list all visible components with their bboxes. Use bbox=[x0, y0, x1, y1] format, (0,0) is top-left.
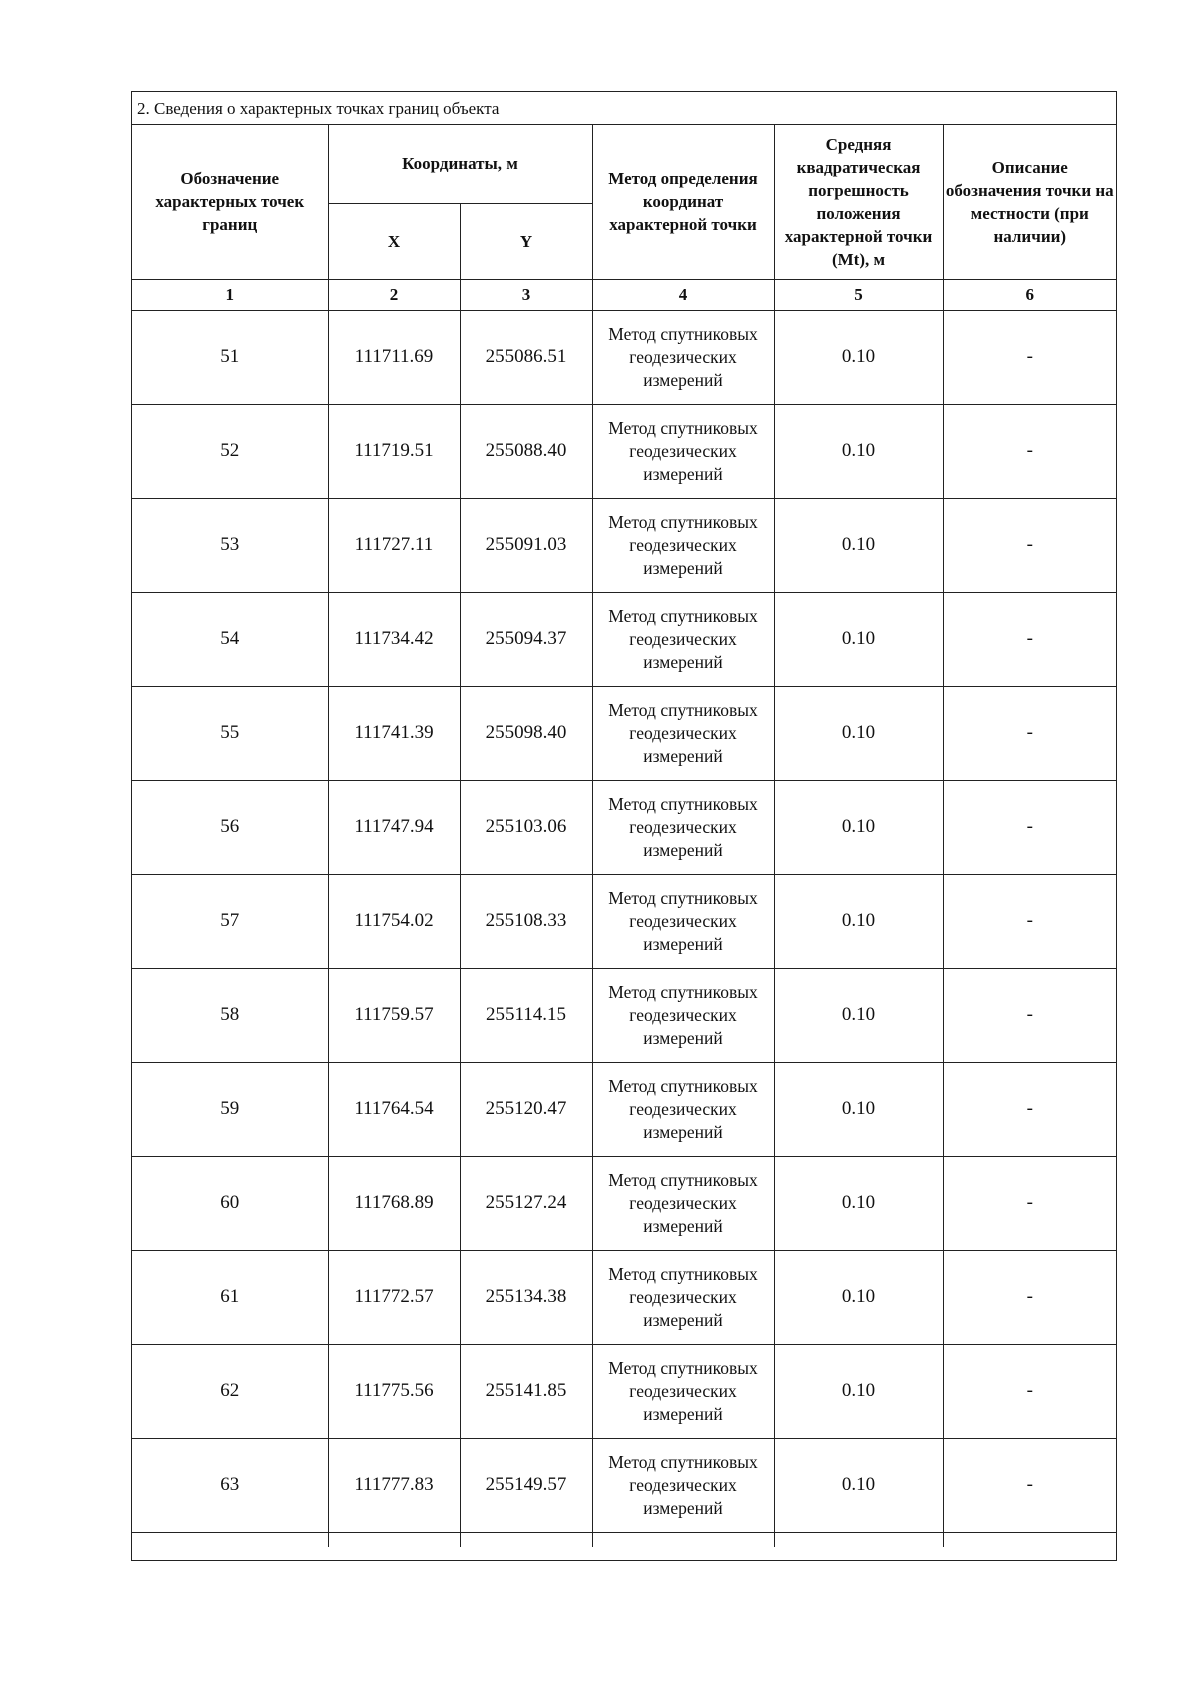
method-cell: Метод спутниковых геодезических измерений bbox=[592, 310, 774, 404]
column-number: 3 bbox=[460, 279, 592, 310]
error-cell: 0.10 bbox=[774, 404, 943, 498]
x-coordinate-cell: 111754.02 bbox=[328, 874, 460, 968]
error-cell: 0.10 bbox=[774, 780, 943, 874]
error-cell: 0.10 bbox=[774, 1156, 943, 1250]
column-number: 1 bbox=[132, 279, 328, 310]
table-row bbox=[132, 404, 1116, 498]
point-cell: 59 bbox=[132, 1062, 328, 1156]
method-cell: Метод спутниковых геодезических измерений bbox=[592, 1156, 774, 1250]
y-coordinate-cell: 255086.51 bbox=[460, 310, 592, 404]
error-cell: 0.10 bbox=[774, 686, 943, 780]
table-row bbox=[132, 1156, 1116, 1250]
y-coordinate-cell: 255091.03 bbox=[460, 498, 592, 592]
point-cell: 55 bbox=[132, 686, 328, 780]
x-coordinate-cell: 111741.39 bbox=[328, 686, 460, 780]
description-cell: - bbox=[943, 686, 1116, 780]
point-cell: 61 bbox=[132, 1250, 328, 1344]
table-row bbox=[132, 780, 1116, 874]
description-cell: - bbox=[943, 1344, 1116, 1438]
method-cell: Метод спутниковых геодезических измерений bbox=[592, 404, 774, 498]
empty-row bbox=[132, 1532, 1116, 1547]
description-cell: - bbox=[943, 1156, 1116, 1250]
table-row bbox=[132, 310, 1116, 404]
header-error: Средняя квадратическая погрешность положения характерной точки (Mt), м bbox=[774, 125, 943, 279]
error-cell: 0.10 bbox=[774, 1344, 943, 1438]
y-coordinate-cell: 255114.15 bbox=[460, 968, 592, 1062]
table-row bbox=[132, 874, 1116, 968]
method-cell: Метод спутниковых геодезических измерений bbox=[592, 1062, 774, 1156]
x-coordinate-cell: 111711.69 bbox=[328, 310, 460, 404]
table-row bbox=[132, 1344, 1116, 1438]
y-coordinate-cell: 255120.47 bbox=[460, 1062, 592, 1156]
method-cell: Метод спутниковых геодезических измерений bbox=[592, 874, 774, 968]
table-row bbox=[132, 592, 1116, 686]
error-cell: 0.10 bbox=[774, 498, 943, 592]
point-cell: 58 bbox=[132, 968, 328, 1062]
error-cell: 0.10 bbox=[774, 592, 943, 686]
table-row bbox=[132, 498, 1116, 592]
table-row bbox=[132, 686, 1116, 780]
method-cell: Метод спутниковых геодезических измерений bbox=[592, 968, 774, 1062]
x-coordinate-cell: 111734.42 bbox=[328, 592, 460, 686]
empty-cell bbox=[774, 1532, 943, 1547]
description-cell: - bbox=[943, 1250, 1116, 1344]
point-cell: 56 bbox=[132, 780, 328, 874]
boundary-points-table bbox=[132, 125, 1116, 1547]
error-cell: 0.10 bbox=[774, 1250, 943, 1344]
x-coordinate-cell: 111772.57 bbox=[328, 1250, 460, 1344]
point-cell: 51 bbox=[132, 310, 328, 404]
y-coordinate-cell: 255094.37 bbox=[460, 592, 592, 686]
method-cell: Метод спутниковых геодезических измерений bbox=[592, 1438, 774, 1532]
column-number: 2 bbox=[328, 279, 460, 310]
error-cell: 0.10 bbox=[774, 874, 943, 968]
x-coordinate-cell: 111768.89 bbox=[328, 1156, 460, 1250]
method-cell: Метод спутниковых геодезических измерений bbox=[592, 780, 774, 874]
point-cell: 52 bbox=[132, 404, 328, 498]
header-designation: Обозначение характерных точек границ bbox=[132, 125, 328, 279]
column-number: 6 bbox=[943, 279, 1116, 310]
x-coordinate-cell: 111764.54 bbox=[328, 1062, 460, 1156]
column-number: 5 bbox=[774, 279, 943, 310]
empty-cell bbox=[460, 1532, 592, 1547]
table-row bbox=[132, 968, 1116, 1062]
point-cell: 62 bbox=[132, 1344, 328, 1438]
method-cell: Метод спутниковых геодезических измерений bbox=[592, 498, 774, 592]
y-coordinate-cell: 255098.40 bbox=[460, 686, 592, 780]
description-cell: - bbox=[943, 1438, 1116, 1532]
description-cell: - bbox=[943, 404, 1116, 498]
x-coordinate-cell: 111727.11 bbox=[328, 498, 460, 592]
description-cell: - bbox=[943, 1062, 1116, 1156]
method-cell: Метод спутниковых геодезических измерений bbox=[592, 1344, 774, 1438]
header-x: X bbox=[328, 203, 460, 279]
point-cell: 63 bbox=[132, 1438, 328, 1532]
header-coordinates: Координаты, м bbox=[328, 125, 592, 203]
y-coordinate-cell: 255141.85 bbox=[460, 1344, 592, 1438]
x-coordinate-cell: 111775.56 bbox=[328, 1344, 460, 1438]
y-coordinate-cell: 255088.40 bbox=[460, 404, 592, 498]
point-cell: 60 bbox=[132, 1156, 328, 1250]
y-coordinate-cell: 255134.38 bbox=[460, 1250, 592, 1344]
error-cell: 0.10 bbox=[774, 310, 943, 404]
header-description: Описание обозначения точки на местности (при наличии) bbox=[943, 125, 1116, 279]
header-method: Метод определения координат характерной точки bbox=[592, 125, 774, 279]
method-cell: Метод спутниковых геодезических измерений bbox=[592, 686, 774, 780]
description-cell: - bbox=[943, 310, 1116, 404]
x-coordinate-cell: 111777.83 bbox=[328, 1438, 460, 1532]
point-cell: 53 bbox=[132, 498, 328, 592]
y-coordinate-cell: 255127.24 bbox=[460, 1156, 592, 1250]
table-row bbox=[132, 1438, 1116, 1532]
y-coordinate-cell: 255149.57 bbox=[460, 1438, 592, 1532]
y-coordinate-cell: 255108.33 bbox=[460, 874, 592, 968]
error-cell: 0.10 bbox=[774, 1438, 943, 1532]
table-row bbox=[132, 1062, 1116, 1156]
header-y: Y bbox=[460, 203, 592, 279]
empty-cell bbox=[328, 1532, 460, 1547]
description-cell: - bbox=[943, 592, 1116, 686]
description-cell: - bbox=[943, 498, 1116, 592]
empty-cell bbox=[592, 1532, 774, 1547]
description-cell: - bbox=[943, 780, 1116, 874]
empty-cell bbox=[132, 1532, 328, 1547]
x-coordinate-cell: 111759.57 bbox=[328, 968, 460, 1062]
table-row bbox=[132, 1250, 1116, 1344]
point-cell: 54 bbox=[132, 592, 328, 686]
boundary-points-sheet bbox=[131, 91, 1117, 1561]
y-coordinate-cell: 255103.06 bbox=[460, 780, 592, 874]
description-cell: - bbox=[943, 968, 1116, 1062]
x-coordinate-cell: 111719.51 bbox=[328, 404, 460, 498]
description-cell: - bbox=[943, 874, 1116, 968]
empty-cell bbox=[943, 1532, 1116, 1547]
section-title: 2. Сведения о характерных точках границ объекта bbox=[132, 92, 1116, 125]
x-coordinate-cell: 111747.94 bbox=[328, 780, 460, 874]
error-cell: 0.10 bbox=[774, 968, 943, 1062]
point-cell: 57 bbox=[132, 874, 328, 968]
column-number: 4 bbox=[592, 279, 774, 310]
error-cell: 0.10 bbox=[774, 1062, 943, 1156]
method-cell: Метод спутниковых геодезических измерений bbox=[592, 592, 774, 686]
method-cell: Метод спутниковых геодезических измерений bbox=[592, 1250, 774, 1344]
